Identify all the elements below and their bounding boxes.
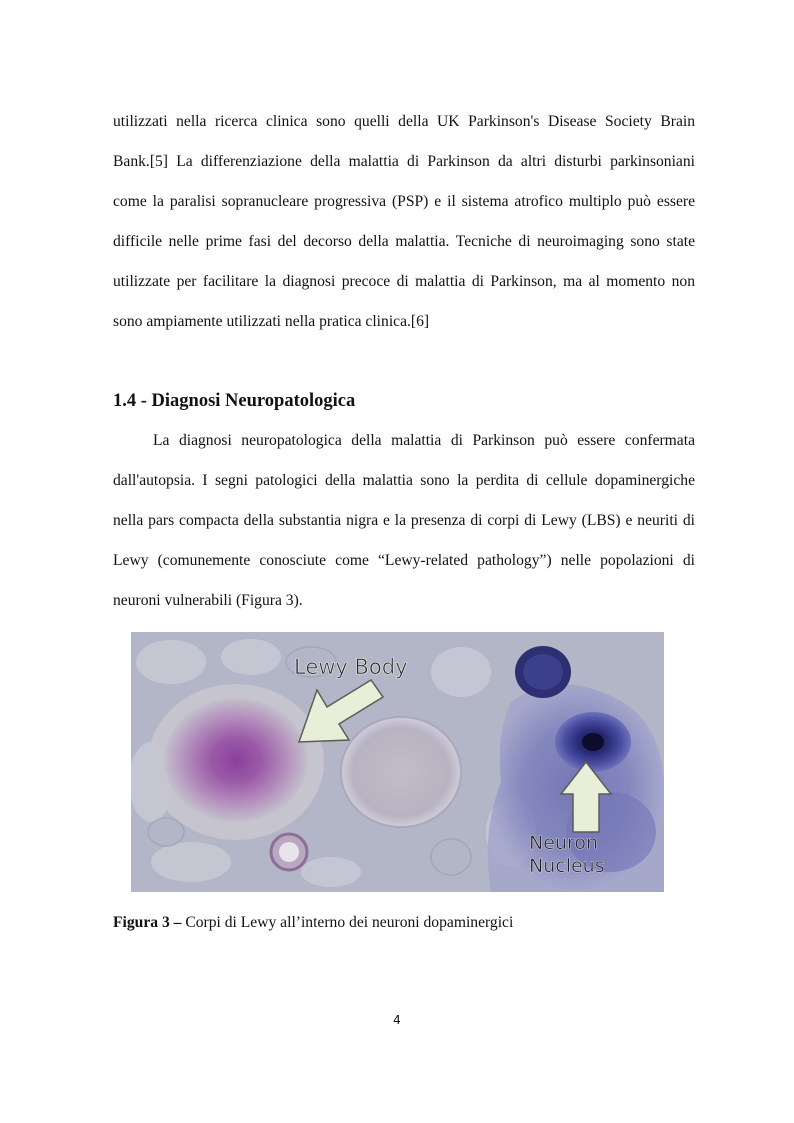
- text-line: dall'autopsia. I segni patologici della malattia sono la perdita di cellule dopaminergiche: [113, 472, 695, 489]
- text-line: La diagnosi neuropatologica della malattia di Parkinson può essere confermata: [153, 432, 695, 449]
- page-number: 4: [393, 1013, 401, 1027]
- section-heading: 1.4 - Diagnosi Neuropatologica: [113, 391, 356, 411]
- text-line: nella pars compacta della substantia nigra e la presenza di corpi di Lewy (LBS) e neuriti di: [113, 512, 695, 529]
- text-line: difficile nelle prime fasi del decorso della malattia. Tecniche di neuroimaging sono state: [113, 233, 695, 250]
- text-line: Bank.[5] La differenziazione della malattia di Parkinson da altri disturbi parkinsoniani: [113, 153, 695, 170]
- label-neuron: Neuron: [529, 832, 599, 854]
- text-line: utilizzate per facilitare la diagnosi precoce di malattia di Parkinson, ma al momento non: [113, 273, 695, 290]
- caption-text: Corpi di Lewy all’interno dei neuroni dopaminergici: [181, 914, 514, 931]
- text-line: come la paralisi sopranucleare progressiva (PSP) e il sistema atrofico multiplo può essere: [113, 193, 695, 210]
- label-nucleus: Nucleus: [529, 855, 605, 877]
- figure-caption: [113, 913, 513, 933]
- micrograph-figure: [131, 632, 664, 892]
- caption-label: Figura 3 –: [113, 914, 182, 931]
- text-line: utilizzati nella ricerca clinica sono quelli della UK Parkinson's Disease Society Brain: [113, 113, 695, 130]
- label-lewy-body: Lewy Body: [294, 655, 408, 679]
- text-line: sono ampiamente utilizzati nella pratica clinica.[6]: [113, 313, 430, 330]
- text-line: neuroni vulnerabili (Figura 3).: [113, 592, 303, 609]
- micrograph-image: [131, 632, 664, 892]
- text-line: Lewy (comunemente conosciute come “Lewy-related pathology”) nelle popolazioni di: [113, 552, 695, 569]
